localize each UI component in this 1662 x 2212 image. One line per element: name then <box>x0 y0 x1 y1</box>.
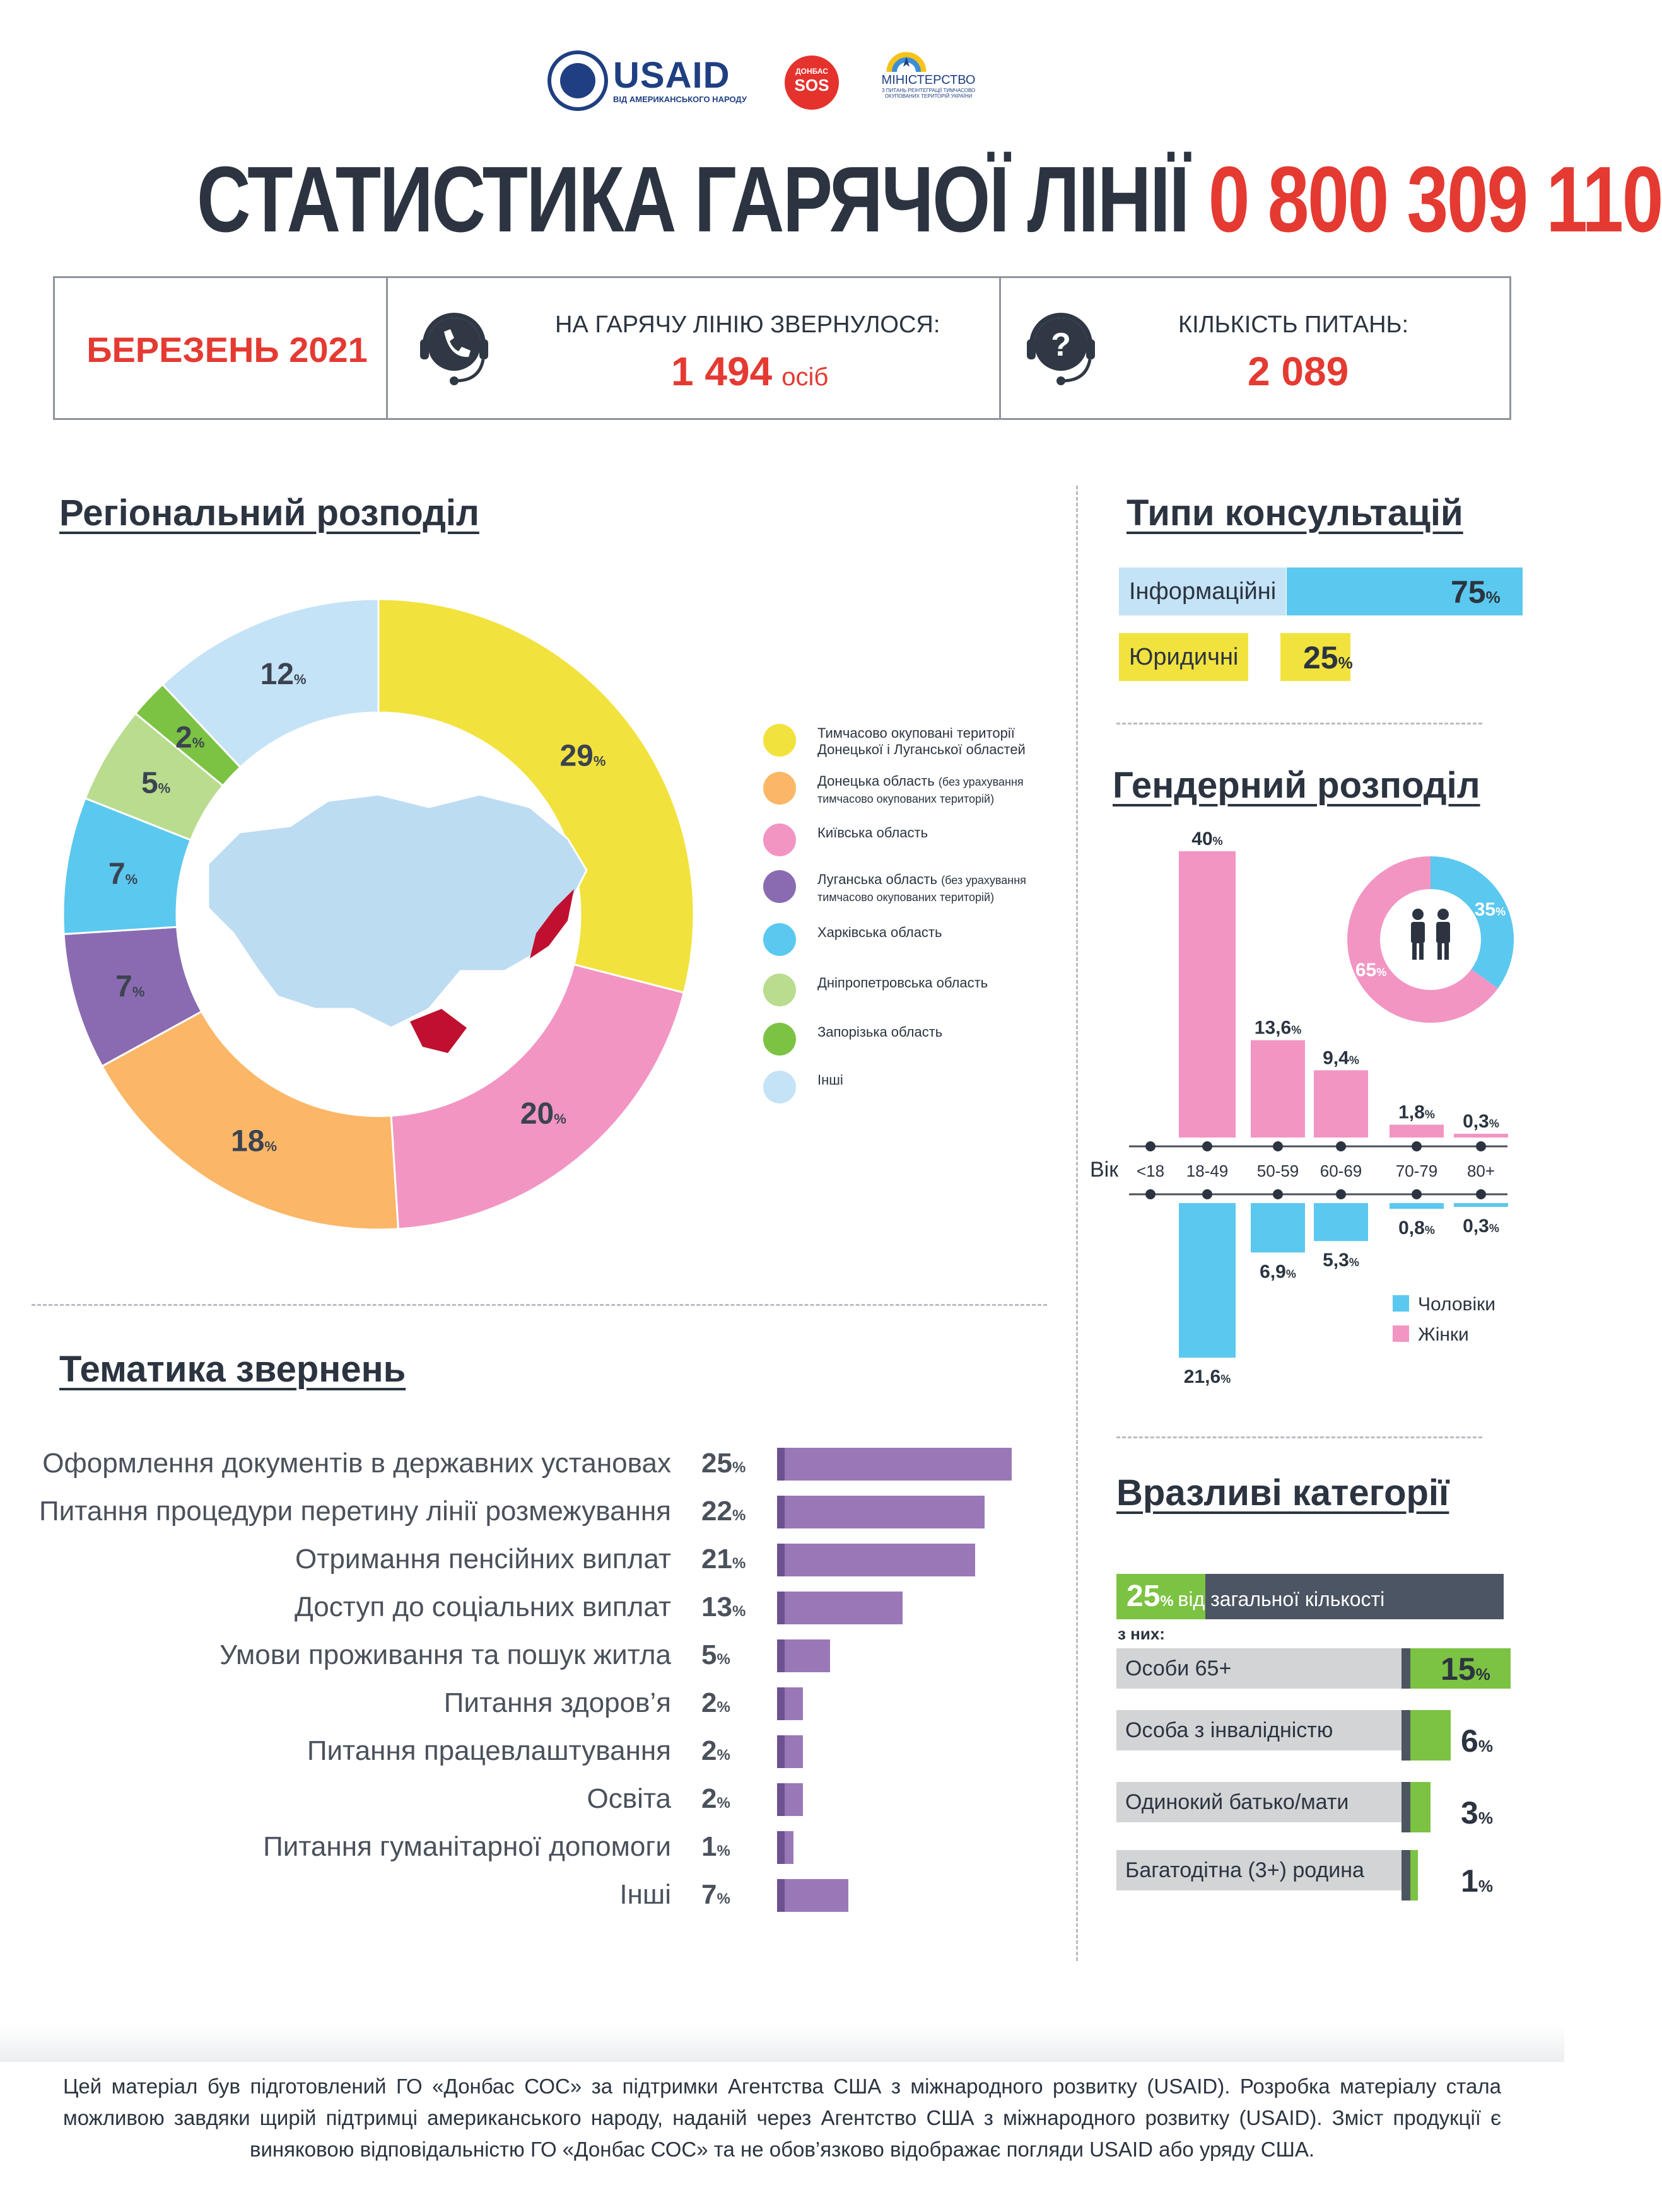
age-tick <box>1412 1189 1422 1199</box>
gender-heading: Гендерний розподіл <box>1113 765 1480 806</box>
men-bar-label: 0,3% <box>1463 1216 1499 1237</box>
men-bar <box>1179 1203 1236 1358</box>
topic-bar <box>777 1879 848 1912</box>
donut-slice-label: 5% <box>141 766 171 800</box>
ministry-emblem-icon <box>884 48 928 73</box>
men-bar-label: 5,3% <box>1323 1250 1359 1271</box>
gender-legend-label: Чоловіки <box>1418 1294 1496 1315</box>
age-tick-label: 60-69 <box>1320 1161 1362 1180</box>
gender-legend-label: Жінки <box>1418 1324 1469 1345</box>
legend-item <box>763 1071 1066 1115</box>
men-bar <box>1454 1203 1508 1207</box>
legend-item <box>763 923 1066 967</box>
women-bar <box>1454 1134 1508 1138</box>
topic-label: Питання гуманітарної допомоги <box>263 1831 671 1862</box>
legend-label: Тимчасово окуповані території Донецької і Луганської областей <box>817 725 1026 757</box>
age-tick <box>1336 1189 1346 1199</box>
topic-value: 2% <box>701 1735 730 1766</box>
usaid-logo-subtitle: ВІД АМЕРИКАНСЬКОГО НАРОДУ <box>613 95 747 104</box>
vulnerable-value: 3% <box>1461 1795 1493 1831</box>
vulnerable-bar <box>1402 1850 1418 1901</box>
donut-slice <box>102 1011 399 1230</box>
age-tick-label: <18 <box>1136 1161 1165 1180</box>
ministry-logo: МІНІСТЕРСТВО З ПИТАНЬ РЕІНТЕГРАЦІЇ ТИМЧАСОВО ОКУПОВАНИХ ТЕРИТОРІЙ УКРАЇНИ <box>881 73 976 99</box>
topics-heading: Тематика звернень <box>59 1349 406 1390</box>
donut-slice-label: 20% <box>520 1097 566 1131</box>
hotline-phone: 0 800 309 110 <box>1208 148 1662 252</box>
topic-label: Отримання пенсійних виплат <box>295 1544 671 1575</box>
women-bar-label: 9,4% <box>1323 1047 1359 1069</box>
topic-bar <box>777 1831 793 1864</box>
consult-heading: Типи консультацій <box>1127 492 1463 533</box>
summary-divider <box>999 276 1001 420</box>
age-tick <box>1145 1189 1156 1199</box>
donut-slice-label: 7% <box>115 970 145 1004</box>
men-bar-label: 21,6% <box>1183 1366 1231 1388</box>
topic-value: 25% <box>701 1448 746 1479</box>
legend-item <box>763 1023 1066 1067</box>
age-tick <box>1202 1141 1212 1151</box>
topic-value: 2% <box>701 1687 730 1718</box>
women-bar <box>1314 1070 1368 1138</box>
callers-count: 1 494 осіб <box>671 349 829 394</box>
report-month: БЕРЕЗЕНЬ 2021 <box>86 330 368 370</box>
page-title <box>197 146 1662 253</box>
donbas-sos-logo: ДОНБАС SOS <box>785 55 839 110</box>
topic-value: 13% <box>701 1592 746 1622</box>
donut-slice-label: 7% <box>108 857 138 891</box>
age-tick <box>1336 1141 1346 1151</box>
women-bar <box>1251 1040 1305 1138</box>
vulnerable-heading: Вразливі категорії <box>1116 1472 1449 1513</box>
regional-heading: Регіональний розподіл <box>59 492 479 533</box>
gender-age-chart <box>1072 820 1552 1400</box>
topic-value: 5% <box>701 1639 730 1670</box>
legend-label: Донецька область (без урахування тимчасово окупованих територій) <box>817 773 1024 805</box>
topic-label: Оформлення документів в державних установах <box>42 1448 671 1479</box>
topic-label: Інші <box>619 1879 671 1910</box>
legend-label: Київська область <box>817 825 928 841</box>
legend-swatch <box>763 772 796 805</box>
women-bar <box>1179 851 1236 1138</box>
men-bar <box>1251 1203 1305 1252</box>
topic-value: 21% <box>701 1544 746 1575</box>
vulnerable-total-value: 25% від загальної кількості <box>1127 1580 1385 1613</box>
topic-label: Питання процедури перетину лінії розмежування <box>39 1496 671 1527</box>
legend-item <box>763 772 1066 816</box>
ukraine-map-shape <box>208 795 587 1028</box>
legend-label: Харківська область <box>817 924 942 940</box>
legend-item <box>763 974 1066 1018</box>
topic-value: 7% <box>701 1879 730 1910</box>
vulnerable-value: 6% <box>1461 1723 1493 1759</box>
vulnerable-category-label: Багатодітна (3+) родина <box>1116 1850 1404 1890</box>
women-bar-label: 1,8% <box>1398 1102 1435 1123</box>
topic-label: Доступ до соціальних виплат <box>294 1592 671 1622</box>
vulnerable-category-label: Одинокий батько/мати <box>1116 1782 1404 1822</box>
topic-bar <box>777 1639 830 1672</box>
legend-item <box>763 824 1066 868</box>
regional-donut-chart <box>50 593 770 1249</box>
topic-bar <box>777 1783 803 1816</box>
age-tick <box>1202 1189 1212 1199</box>
men-bar <box>1390 1203 1444 1209</box>
usaid-seal-logo <box>547 50 608 111</box>
age-tick <box>1412 1141 1422 1151</box>
legend-label: Інші <box>817 1072 843 1088</box>
age-tick <box>1476 1189 1486 1199</box>
age-tick-label: 50-59 <box>1256 1161 1299 1180</box>
svg-text:?: ? <box>1051 327 1071 363</box>
gender-legend-swatch <box>1393 1295 1409 1312</box>
legend-item <box>763 724 1066 768</box>
men-bar-label: 6,9% <box>1260 1261 1296 1283</box>
topic-label: Освіта <box>587 1783 671 1814</box>
callers-label: НА ГАРЯЧУ ЛІНІЮ ЗВЕРНУЛОСЯ: <box>555 311 940 338</box>
women-bar-label: 13,6% <box>1254 1017 1302 1039</box>
topic-label: Питання працевлаштування <box>307 1735 671 1766</box>
topic-bar <box>777 1687 803 1720</box>
vulnerable-bar <box>1402 1782 1431 1832</box>
people-icon <box>1411 909 1450 960</box>
age-tick-label: 18-49 <box>1186 1161 1229 1180</box>
age-tick-label: 70-79 <box>1395 1161 1438 1180</box>
topic-value: 22% <box>701 1496 746 1527</box>
summary-divider <box>386 276 388 420</box>
topic-label: Питання здоров’я <box>443 1687 671 1718</box>
phone-headset-icon <box>416 306 492 388</box>
vulnerable-category-label: Особи 65+ <box>1116 1648 1404 1689</box>
consult-bar-label: Інформаційні <box>1119 568 1286 615</box>
section-divider <box>1116 1436 1482 1438</box>
topic-bar <box>777 1592 903 1624</box>
consult-bar-label: Юридичні <box>1119 633 1248 681</box>
men-bar <box>1314 1203 1368 1241</box>
vulnerable-subheader: з них: <box>1118 1624 1165 1643</box>
donut-slice-label: 12% <box>260 657 307 691</box>
legend-swatch <box>763 923 796 956</box>
gender-donut-label: 65% <box>1355 960 1387 981</box>
age-tick <box>1273 1189 1283 1199</box>
occupied-crimea-shape <box>410 1009 467 1053</box>
topic-label: Умови проживання та пошук житла <box>219 1639 671 1670</box>
topic-bar <box>777 1735 803 1768</box>
women-bar-label: 40% <box>1191 829 1223 849</box>
questions-count: 2 089 <box>1248 349 1349 394</box>
legend-label: Запорізька область <box>817 1024 943 1040</box>
vulnerable-value: 1% <box>1461 1863 1493 1899</box>
footer-band <box>0 2024 1564 2062</box>
ukraine-map <box>208 795 587 1053</box>
section-divider <box>32 1304 1047 1306</box>
legend-swatch <box>763 724 796 757</box>
topic-bar <box>777 1448 1012 1481</box>
topic-bar <box>777 1496 985 1528</box>
age-tick <box>1476 1141 1486 1151</box>
legend-swatch <box>763 824 796 856</box>
section-divider <box>1116 723 1482 725</box>
legend-swatch <box>763 974 796 1006</box>
men-bar-label: 0,8% <box>1398 1218 1435 1239</box>
legend-label: Луганська область (без урахування тимчасово окупованих територій) <box>817 871 1026 904</box>
footer-disclaimer: Цей матеріал був підготовлений ГО «Донбас СОС» за підтримки Агентства США з міжнародного розвитку (USAID). Розробка матеріалу стала можливою завдяки щирій підтримці американського народу, наданій через Агентство США з міжнародного розвитку (USAID). Зміст продукції є виняковою відповідальністю ГО «Донбас СОС» та не обов’язково відображає погляди USAID або уряду США. <box>63 2075 1501 2161</box>
vulnerable-category-label: Особа з інвалідністю <box>1116 1710 1404 1750</box>
legend-label: Дніпропетровська область <box>817 975 988 991</box>
questions-label: КІЛЬКІСТЬ ПИТАНЬ: <box>1178 311 1409 338</box>
age-tick <box>1145 1141 1156 1151</box>
usaid-logo: USAID <box>613 55 730 96</box>
gender-legend-swatch <box>1393 1325 1409 1342</box>
age-tick-label: 80+ <box>1466 1161 1495 1180</box>
vulnerable-bar <box>1402 1710 1451 1761</box>
legend-swatch <box>763 870 796 903</box>
donut-slice-label: 18% <box>231 1124 277 1158</box>
title-text: СТАТИСТИКА ГАРЯЧОЇ ЛІНІЇ <box>197 148 1188 252</box>
donut-slice-label: 29% <box>559 739 606 773</box>
gender-donut-label: 35% <box>1474 899 1506 920</box>
topic-value: 1% <box>701 1831 730 1862</box>
question-headset-icon <box>1023 306 1099 388</box>
topic-bar <box>777 1544 975 1576</box>
age-axis-title: Вік <box>1090 1158 1119 1182</box>
topic-value: 2% <box>701 1783 730 1814</box>
legend-swatch <box>763 1071 796 1103</box>
age-tick <box>1273 1141 1283 1151</box>
women-bar <box>1390 1125 1444 1138</box>
women-bar-label: 0,3% <box>1463 1111 1499 1132</box>
vulnerable-value: 15% <box>1441 1651 1490 1687</box>
donut-slice-label: 2% <box>175 721 205 755</box>
legend-item <box>763 870 1066 914</box>
legend-swatch <box>763 1023 796 1056</box>
consult-bar-value: 75% <box>1451 574 1501 610</box>
consult-bar-value: 25% <box>1303 640 1353 675</box>
